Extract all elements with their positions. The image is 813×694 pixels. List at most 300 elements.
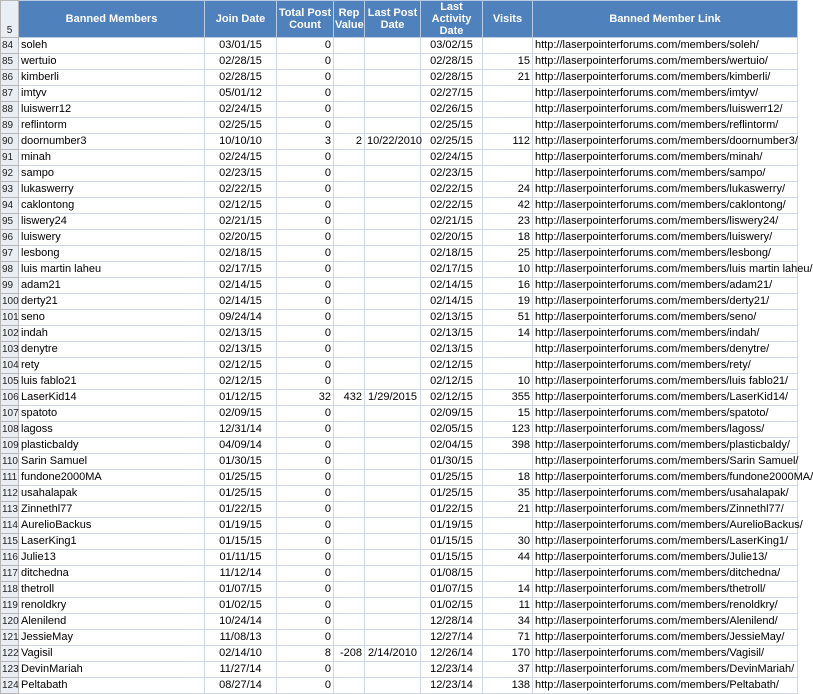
rep-value-cell[interactable] [334, 518, 365, 534]
row-number[interactable]: 85 [1, 54, 19, 70]
member-name-cell[interactable]: ditchedna [19, 566, 205, 582]
member-name-cell[interactable]: minah [19, 150, 205, 166]
visits-cell[interactable]: 18 [483, 470, 533, 486]
last-activity-date-cell[interactable]: 01/22/15 [421, 502, 483, 518]
last-post-date-cell[interactable] [365, 166, 421, 182]
post-count-cell[interactable]: 0 [277, 102, 334, 118]
row-number[interactable]: 124 [1, 678, 19, 694]
last-activity-date-cell[interactable]: 01/02/15 [421, 598, 483, 614]
join-date-cell[interactable]: 01/12/15 [205, 390, 277, 406]
last-activity-date-cell[interactable]: 03/02/15 [421, 38, 483, 54]
join-date-cell[interactable]: 01/30/15 [205, 454, 277, 470]
member-name-cell[interactable]: Zinnethl77 [19, 502, 205, 518]
rep-value-cell[interactable] [334, 422, 365, 438]
member-name-cell[interactable]: lukaswerry [19, 182, 205, 198]
member-name-cell[interactable]: AurelioBackus [19, 518, 205, 534]
member-name-cell[interactable]: usahalapak [19, 486, 205, 502]
member-name-cell[interactable]: doornumber3 [19, 134, 205, 150]
row-number[interactable]: 103 [1, 342, 19, 358]
last-activity-date-cell[interactable]: 02/21/15 [421, 214, 483, 230]
last-activity-date-cell[interactable]: 02/22/15 [421, 182, 483, 198]
row-number[interactable]: 95 [1, 214, 19, 230]
column-header-rep-value[interactable]: Rep Value [334, 1, 365, 38]
last-post-date-cell[interactable] [365, 598, 421, 614]
member-name-cell[interactable]: renoldkry [19, 598, 205, 614]
join-date-cell[interactable]: 02/28/15 [205, 70, 277, 86]
rep-value-cell[interactable] [334, 486, 365, 502]
last-post-date-cell[interactable] [365, 86, 421, 102]
row-number[interactable]: 87 [1, 86, 19, 102]
post-count-cell[interactable]: 0 [277, 86, 334, 102]
member-link-cell[interactable]: http://laserpointerforums.com/members/renoldkry/ [533, 598, 798, 614]
row-number[interactable]: 114 [1, 518, 19, 534]
post-count-cell[interactable]: 0 [277, 406, 334, 422]
last-activity-date-cell[interactable]: 02/13/15 [421, 310, 483, 326]
last-post-date-cell[interactable] [365, 678, 421, 694]
row-number[interactable]: 98 [1, 262, 19, 278]
member-link-cell[interactable]: http://laserpointerforums.com/members/Sarin Samuel/ [533, 454, 798, 470]
member-name-cell[interactable]: reflintorm [19, 118, 205, 134]
row-number[interactable]: 89 [1, 118, 19, 134]
member-link-cell[interactable]: http://laserpointerforums.com/members/AurelioBackus/ [533, 518, 798, 534]
join-date-cell[interactable]: 12/31/14 [205, 422, 277, 438]
last-activity-date-cell[interactable]: 12/23/14 [421, 662, 483, 678]
rep-value-cell[interactable] [334, 214, 365, 230]
visits-cell[interactable] [483, 518, 533, 534]
last-post-date-cell[interactable] [365, 566, 421, 582]
visits-cell[interactable] [483, 102, 533, 118]
rep-value-cell[interactable] [334, 54, 365, 70]
post-count-cell[interactable]: 0 [277, 150, 334, 166]
member-link-cell[interactable]: http://laserpointerforums.com/members/lukaswerry/ [533, 182, 798, 198]
rep-value-cell[interactable] [334, 262, 365, 278]
join-date-cell[interactable]: 02/12/15 [205, 358, 277, 374]
member-name-cell[interactable]: caklontong [19, 198, 205, 214]
post-count-cell[interactable]: 0 [277, 118, 334, 134]
row-number[interactable]: 97 [1, 246, 19, 262]
last-post-date-cell[interactable] [365, 374, 421, 390]
last-post-date-cell[interactable] [365, 422, 421, 438]
member-name-cell[interactable]: lesbong [19, 246, 205, 262]
post-count-cell[interactable]: 0 [277, 294, 334, 310]
rep-value-cell[interactable] [334, 326, 365, 342]
rep-value-cell[interactable] [334, 70, 365, 86]
post-count-cell[interactable]: 32 [277, 390, 334, 406]
visits-cell[interactable]: 15 [483, 406, 533, 422]
row-number[interactable]: 109 [1, 438, 19, 454]
join-date-cell[interactable]: 02/13/15 [205, 326, 277, 342]
post-count-cell[interactable]: 0 [277, 534, 334, 550]
rep-value-cell[interactable] [334, 150, 365, 166]
last-activity-date-cell[interactable]: 01/15/15 [421, 534, 483, 550]
last-post-date-cell[interactable] [365, 582, 421, 598]
rep-value-cell[interactable] [334, 118, 365, 134]
member-name-cell[interactable]: luiswery [19, 230, 205, 246]
last-activity-date-cell[interactable]: 02/04/15 [421, 438, 483, 454]
member-name-cell[interactable]: rety [19, 358, 205, 374]
join-date-cell[interactable]: 11/12/14 [205, 566, 277, 582]
join-date-cell[interactable]: 01/11/15 [205, 550, 277, 566]
join-date-cell[interactable]: 02/25/15 [205, 118, 277, 134]
row-number[interactable]: 96 [1, 230, 19, 246]
last-activity-date-cell[interactable]: 02/18/15 [421, 246, 483, 262]
last-post-date-cell[interactable] [365, 150, 421, 166]
last-post-date-cell[interactable] [365, 342, 421, 358]
last-activity-date-cell[interactable]: 02/14/15 [421, 294, 483, 310]
last-post-date-cell[interactable] [365, 454, 421, 470]
member-link-cell[interactable]: http://laserpointerforums.com/members/usahalapak/ [533, 486, 798, 502]
row-number[interactable]: 106 [1, 390, 19, 406]
visits-cell[interactable]: 10 [483, 374, 533, 390]
post-count-cell[interactable]: 0 [277, 678, 334, 694]
row-number[interactable]: 101 [1, 310, 19, 326]
rep-value-cell[interactable] [334, 438, 365, 454]
last-post-date-cell[interactable] [365, 502, 421, 518]
visits-cell[interactable]: 14 [483, 582, 533, 598]
row-number[interactable]: 120 [1, 614, 19, 630]
visits-cell[interactable]: 44 [483, 550, 533, 566]
last-activity-date-cell[interactable]: 02/25/15 [421, 118, 483, 134]
member-name-cell[interactable]: wertuio [19, 54, 205, 70]
rep-value-cell[interactable] [334, 582, 365, 598]
member-link-cell[interactable]: http://laserpointerforums.com/members/Vagisil/ [533, 646, 798, 662]
member-link-cell[interactable]: http://laserpointerforums.com/members/Julie13/ [533, 550, 798, 566]
member-link-cell[interactable]: http://laserpointerforums.com/members/kimberli/ [533, 70, 798, 86]
column-header-last-activity-date[interactable]: Last Activity Date [421, 1, 483, 38]
last-activity-date-cell[interactable]: 12/28/14 [421, 614, 483, 630]
member-link-cell[interactable]: http://laserpointerforums.com/members/indah/ [533, 326, 798, 342]
member-link-cell[interactable]: http://laserpointerforums.com/members/thetroll/ [533, 582, 798, 598]
last-post-date-cell[interactable]: 2/14/2010 [365, 646, 421, 662]
last-post-date-cell[interactable] [365, 406, 421, 422]
last-activity-date-cell[interactable]: 02/23/15 [421, 166, 483, 182]
member-name-cell[interactable]: soleh [19, 38, 205, 54]
post-count-cell[interactable]: 0 [277, 230, 334, 246]
member-name-cell[interactable]: kimberli [19, 70, 205, 86]
visits-cell[interactable]: 18 [483, 230, 533, 246]
member-link-cell[interactable]: http://laserpointerforums.com/members/derty21/ [533, 294, 798, 310]
member-link-cell[interactable]: http://laserpointerforums.com/members/luiswerr12/ [533, 102, 798, 118]
last-post-date-cell[interactable] [365, 198, 421, 214]
join-date-cell[interactable]: 02/17/15 [205, 262, 277, 278]
post-count-cell[interactable]: 0 [277, 550, 334, 566]
member-link-cell[interactable]: http://laserpointerforums.com/members/DevinMariah/ [533, 662, 798, 678]
last-activity-date-cell[interactable]: 02/12/15 [421, 390, 483, 406]
last-activity-date-cell[interactable]: 02/13/15 [421, 326, 483, 342]
last-activity-date-cell[interactable]: 02/24/15 [421, 150, 483, 166]
visits-cell[interactable] [483, 150, 533, 166]
column-header-total-post-count[interactable]: Total Post Count [277, 1, 334, 38]
member-name-cell[interactable]: luis martin laheu [19, 262, 205, 278]
member-name-cell[interactable]: adam21 [19, 278, 205, 294]
rep-value-cell[interactable]: 432 [334, 390, 365, 406]
join-date-cell[interactable]: 02/28/15 [205, 54, 277, 70]
post-count-cell[interactable]: 0 [277, 582, 334, 598]
member-name-cell[interactable]: denytre [19, 342, 205, 358]
visits-cell[interactable]: 35 [483, 486, 533, 502]
member-link-cell[interactable]: http://laserpointerforums.com/members/rety/ [533, 358, 798, 374]
join-date-cell[interactable]: 02/24/15 [205, 102, 277, 118]
visits-cell[interactable]: 11 [483, 598, 533, 614]
visits-cell[interactable] [483, 454, 533, 470]
post-count-cell[interactable]: 0 [277, 262, 334, 278]
join-date-cell[interactable]: 02/14/15 [205, 278, 277, 294]
member-link-cell[interactable]: http://laserpointerforums.com/members/LaserKing1/ [533, 534, 798, 550]
post-count-cell[interactable]: 0 [277, 166, 334, 182]
last-post-date-cell[interactable] [365, 438, 421, 454]
row-number[interactable]: 117 [1, 566, 19, 582]
rep-value-cell[interactable]: 2 [334, 134, 365, 150]
row-number[interactable]: 92 [1, 166, 19, 182]
row-number[interactable]: 119 [1, 598, 19, 614]
last-post-date-cell[interactable] [365, 550, 421, 566]
last-activity-date-cell[interactable]: 01/15/15 [421, 550, 483, 566]
post-count-cell[interactable]: 0 [277, 38, 334, 54]
rep-value-cell[interactable] [334, 534, 365, 550]
rep-value-cell[interactable] [334, 342, 365, 358]
row-number[interactable]: 107 [1, 406, 19, 422]
last-activity-date-cell[interactable]: 02/14/15 [421, 278, 483, 294]
rep-value-cell[interactable] [334, 550, 365, 566]
rep-value-cell[interactable] [334, 230, 365, 246]
rep-value-cell[interactable] [334, 278, 365, 294]
rep-value-cell[interactable] [334, 502, 365, 518]
join-date-cell[interactable]: 09/24/14 [205, 310, 277, 326]
last-post-date-cell[interactable] [365, 54, 421, 70]
visits-cell[interactable]: 24 [483, 182, 533, 198]
last-activity-date-cell[interactable]: 02/09/15 [421, 406, 483, 422]
member-link-cell[interactable]: http://laserpointerforums.com/members/JessieMay/ [533, 630, 798, 646]
member-link-cell[interactable]: http://laserpointerforums.com/members/fundone2000MA/ [533, 470, 798, 486]
rep-value-cell[interactable] [334, 182, 365, 198]
post-count-cell[interactable]: 0 [277, 214, 334, 230]
rep-value-cell[interactable] [334, 38, 365, 54]
rep-value-cell[interactable] [334, 246, 365, 262]
post-count-cell[interactable]: 0 [277, 566, 334, 582]
member-link-cell[interactable]: http://laserpointerforums.com/members/Alenilend/ [533, 614, 798, 630]
post-count-cell[interactable]: 0 [277, 518, 334, 534]
post-count-cell[interactable]: 0 [277, 198, 334, 214]
last-activity-date-cell[interactable]: 02/13/15 [421, 342, 483, 358]
last-activity-date-cell[interactable]: 01/08/15 [421, 566, 483, 582]
last-post-date-cell[interactable] [365, 262, 421, 278]
join-date-cell[interactable]: 01/22/15 [205, 502, 277, 518]
member-link-cell[interactable]: http://laserpointerforums.com/members/soleh/ [533, 38, 798, 54]
row-number[interactable]: 108 [1, 422, 19, 438]
rep-value-cell[interactable] [334, 166, 365, 182]
member-link-cell[interactable]: http://laserpointerforums.com/members/luis fablo21/ [533, 374, 798, 390]
visits-cell[interactable]: 138 [483, 678, 533, 694]
post-count-cell[interactable]: 0 [277, 486, 334, 502]
member-link-cell[interactable]: http://laserpointerforums.com/members/seno/ [533, 310, 798, 326]
join-date-cell[interactable]: 10/10/10 [205, 134, 277, 150]
post-count-cell[interactable]: 0 [277, 342, 334, 358]
last-post-date-cell[interactable] [365, 118, 421, 134]
post-count-cell[interactable]: 0 [277, 310, 334, 326]
member-link-cell[interactable]: http://laserpointerforums.com/members/reflintorm/ [533, 118, 798, 134]
visits-cell[interactable]: 170 [483, 646, 533, 662]
last-activity-date-cell[interactable]: 01/19/15 [421, 518, 483, 534]
row-number[interactable]: 121 [1, 630, 19, 646]
member-link-cell[interactable]: http://laserpointerforums.com/members/Peltabath/ [533, 678, 798, 694]
rep-value-cell[interactable]: -208 [334, 646, 365, 662]
post-count-cell[interactable]: 0 [277, 326, 334, 342]
post-count-cell[interactable]: 0 [277, 246, 334, 262]
last-post-date-cell[interactable] [365, 486, 421, 502]
join-date-cell[interactable]: 11/27/14 [205, 662, 277, 678]
visits-cell[interactable] [483, 342, 533, 358]
visits-cell[interactable] [483, 86, 533, 102]
member-link-cell[interactable]: http://laserpointerforums.com/members/lagoss/ [533, 422, 798, 438]
row-number[interactable]: 115 [1, 534, 19, 550]
last-post-date-cell[interactable] [365, 310, 421, 326]
last-post-date-cell[interactable] [365, 326, 421, 342]
member-link-cell[interactable]: http://laserpointerforums.com/members/sampo/ [533, 166, 798, 182]
join-date-cell[interactable]: 02/18/15 [205, 246, 277, 262]
visits-cell[interactable] [483, 566, 533, 582]
member-link-cell[interactable]: http://laserpointerforums.com/members/LaserKid14/ [533, 390, 798, 406]
member-name-cell[interactable]: thetroll [19, 582, 205, 598]
member-name-cell[interactable]: luis fablo21 [19, 374, 205, 390]
row-number[interactable]: 122 [1, 646, 19, 662]
last-post-date-cell[interactable] [365, 630, 421, 646]
join-date-cell[interactable]: 03/01/15 [205, 38, 277, 54]
visits-cell[interactable]: 19 [483, 294, 533, 310]
visits-cell[interactable]: 30 [483, 534, 533, 550]
member-name-cell[interactable]: Peltabath [19, 678, 205, 694]
post-count-cell[interactable]: 0 [277, 278, 334, 294]
member-link-cell[interactable]: http://laserpointerforums.com/members/luiswery/ [533, 230, 798, 246]
member-link-cell[interactable]: http://laserpointerforums.com/members/liswery24/ [533, 214, 798, 230]
last-post-date-cell[interactable] [365, 38, 421, 54]
visits-cell[interactable] [483, 166, 533, 182]
post-count-cell[interactable]: 0 [277, 422, 334, 438]
member-link-cell[interactable]: http://laserpointerforums.com/members/Zinnethl77/ [533, 502, 798, 518]
member-name-cell[interactable]: liswery24 [19, 214, 205, 230]
member-link-cell[interactable]: http://laserpointerforums.com/members/denytre/ [533, 342, 798, 358]
join-date-cell[interactable]: 02/14/10 [205, 646, 277, 662]
last-activity-date-cell[interactable]: 02/28/15 [421, 70, 483, 86]
join-date-cell[interactable]: 02/24/15 [205, 150, 277, 166]
member-name-cell[interactable]: sampo [19, 166, 205, 182]
last-post-date-cell[interactable] [365, 182, 421, 198]
last-activity-date-cell[interactable]: 01/25/15 [421, 470, 483, 486]
column-header-last-post-date[interactable]: Last Post Date [365, 1, 421, 38]
last-post-date-cell[interactable]: 1/29/2015 [365, 390, 421, 406]
visits-cell[interactable]: 23 [483, 214, 533, 230]
visits-cell[interactable]: 37 [483, 662, 533, 678]
post-count-cell[interactable]: 0 [277, 70, 334, 86]
last-activity-date-cell[interactable]: 02/25/15 [421, 134, 483, 150]
column-header-join-date[interactable]: Join Date [205, 1, 277, 38]
member-name-cell[interactable]: derty21 [19, 294, 205, 310]
last-activity-date-cell[interactable]: 02/27/15 [421, 86, 483, 102]
member-name-cell[interactable]: indah [19, 326, 205, 342]
rep-value-cell[interactable] [334, 662, 365, 678]
member-name-cell[interactable]: Julie13 [19, 550, 205, 566]
last-activity-date-cell[interactable]: 02/20/15 [421, 230, 483, 246]
member-name-cell[interactable]: LaserKing1 [19, 534, 205, 550]
member-link-cell[interactable]: http://laserpointerforums.com/members/adam21/ [533, 278, 798, 294]
row-number[interactable]: 112 [1, 486, 19, 502]
visits-cell[interactable]: 34 [483, 614, 533, 630]
member-link-cell[interactable]: http://laserpointerforums.com/members/caklontong/ [533, 198, 798, 214]
last-post-date-cell[interactable] [365, 470, 421, 486]
row-number[interactable]: 111 [1, 470, 19, 486]
post-count-cell[interactable]: 0 [277, 662, 334, 678]
join-date-cell[interactable]: 02/20/15 [205, 230, 277, 246]
last-activity-date-cell[interactable]: 01/30/15 [421, 454, 483, 470]
post-count-cell[interactable]: 0 [277, 374, 334, 390]
visits-cell[interactable]: 71 [483, 630, 533, 646]
member-link-cell[interactable]: http://laserpointerforums.com/members/plasticbaldy/ [533, 438, 798, 454]
row-number[interactable]: 113 [1, 502, 19, 518]
row-number[interactable]: 110 [1, 454, 19, 470]
join-date-cell[interactable]: 01/15/15 [205, 534, 277, 550]
post-count-cell[interactable]: 0 [277, 630, 334, 646]
member-link-cell[interactable]: http://laserpointerforums.com/members/minah/ [533, 150, 798, 166]
member-link-cell[interactable]: http://laserpointerforums.com/members/wertuio/ [533, 54, 798, 70]
last-post-date-cell[interactable] [365, 70, 421, 86]
member-name-cell[interactable]: DevinMariah [19, 662, 205, 678]
join-date-cell[interactable]: 02/23/15 [205, 166, 277, 182]
member-name-cell[interactable]: plasticbaldy [19, 438, 205, 454]
post-count-cell[interactable]: 0 [277, 598, 334, 614]
rep-value-cell[interactable] [334, 630, 365, 646]
member-link-cell[interactable]: http://laserpointerforums.com/members/luis martin laheu/ [533, 262, 798, 278]
join-date-cell[interactable]: 02/12/15 [205, 198, 277, 214]
visits-cell[interactable] [483, 358, 533, 374]
last-activity-date-cell[interactable]: 02/28/15 [421, 54, 483, 70]
last-activity-date-cell[interactable]: 02/22/15 [421, 198, 483, 214]
join-date-cell[interactable]: 02/14/15 [205, 294, 277, 310]
post-count-cell[interactable]: 0 [277, 54, 334, 70]
post-count-cell[interactable]: 0 [277, 438, 334, 454]
column-header-banned-member-link[interactable]: Banned Member Link [533, 1, 798, 38]
row-number[interactable]: 118 [1, 582, 19, 598]
visits-cell[interactable]: 42 [483, 198, 533, 214]
member-name-cell[interactable]: JessieMay [19, 630, 205, 646]
last-activity-date-cell[interactable]: 02/26/15 [421, 102, 483, 118]
join-date-cell[interactable]: 11/08/13 [205, 630, 277, 646]
post-count-cell[interactable]: 0 [277, 502, 334, 518]
last-activity-date-cell[interactable]: 02/12/15 [421, 374, 483, 390]
join-date-cell[interactable]: 01/02/15 [205, 598, 277, 614]
visits-cell[interactable]: 15 [483, 54, 533, 70]
join-date-cell[interactable]: 02/12/15 [205, 374, 277, 390]
member-name-cell[interactable]: imtyv [19, 86, 205, 102]
row-number[interactable]: 116 [1, 550, 19, 566]
rep-value-cell[interactable] [334, 374, 365, 390]
visits-cell[interactable]: 10 [483, 262, 533, 278]
visits-cell[interactable]: 25 [483, 246, 533, 262]
member-link-cell[interactable]: http://laserpointerforums.com/members/ditchedna/ [533, 566, 798, 582]
visits-cell[interactable] [483, 118, 533, 134]
rep-value-cell[interactable] [334, 454, 365, 470]
member-name-cell[interactable]: LaserKid14 [19, 390, 205, 406]
post-count-cell[interactable]: 0 [277, 470, 334, 486]
post-count-cell[interactable]: 0 [277, 358, 334, 374]
last-post-date-cell[interactable] [365, 518, 421, 534]
row-number[interactable]: 100 [1, 294, 19, 310]
join-date-cell[interactable]: 01/07/15 [205, 582, 277, 598]
member-name-cell[interactable]: Alenilend [19, 614, 205, 630]
join-date-cell[interactable]: 05/01/12 [205, 86, 277, 102]
join-date-cell[interactable]: 04/09/14 [205, 438, 277, 454]
join-date-cell[interactable]: 01/25/15 [205, 470, 277, 486]
visits-cell[interactable]: 21 [483, 502, 533, 518]
row-number[interactable]: 93 [1, 182, 19, 198]
